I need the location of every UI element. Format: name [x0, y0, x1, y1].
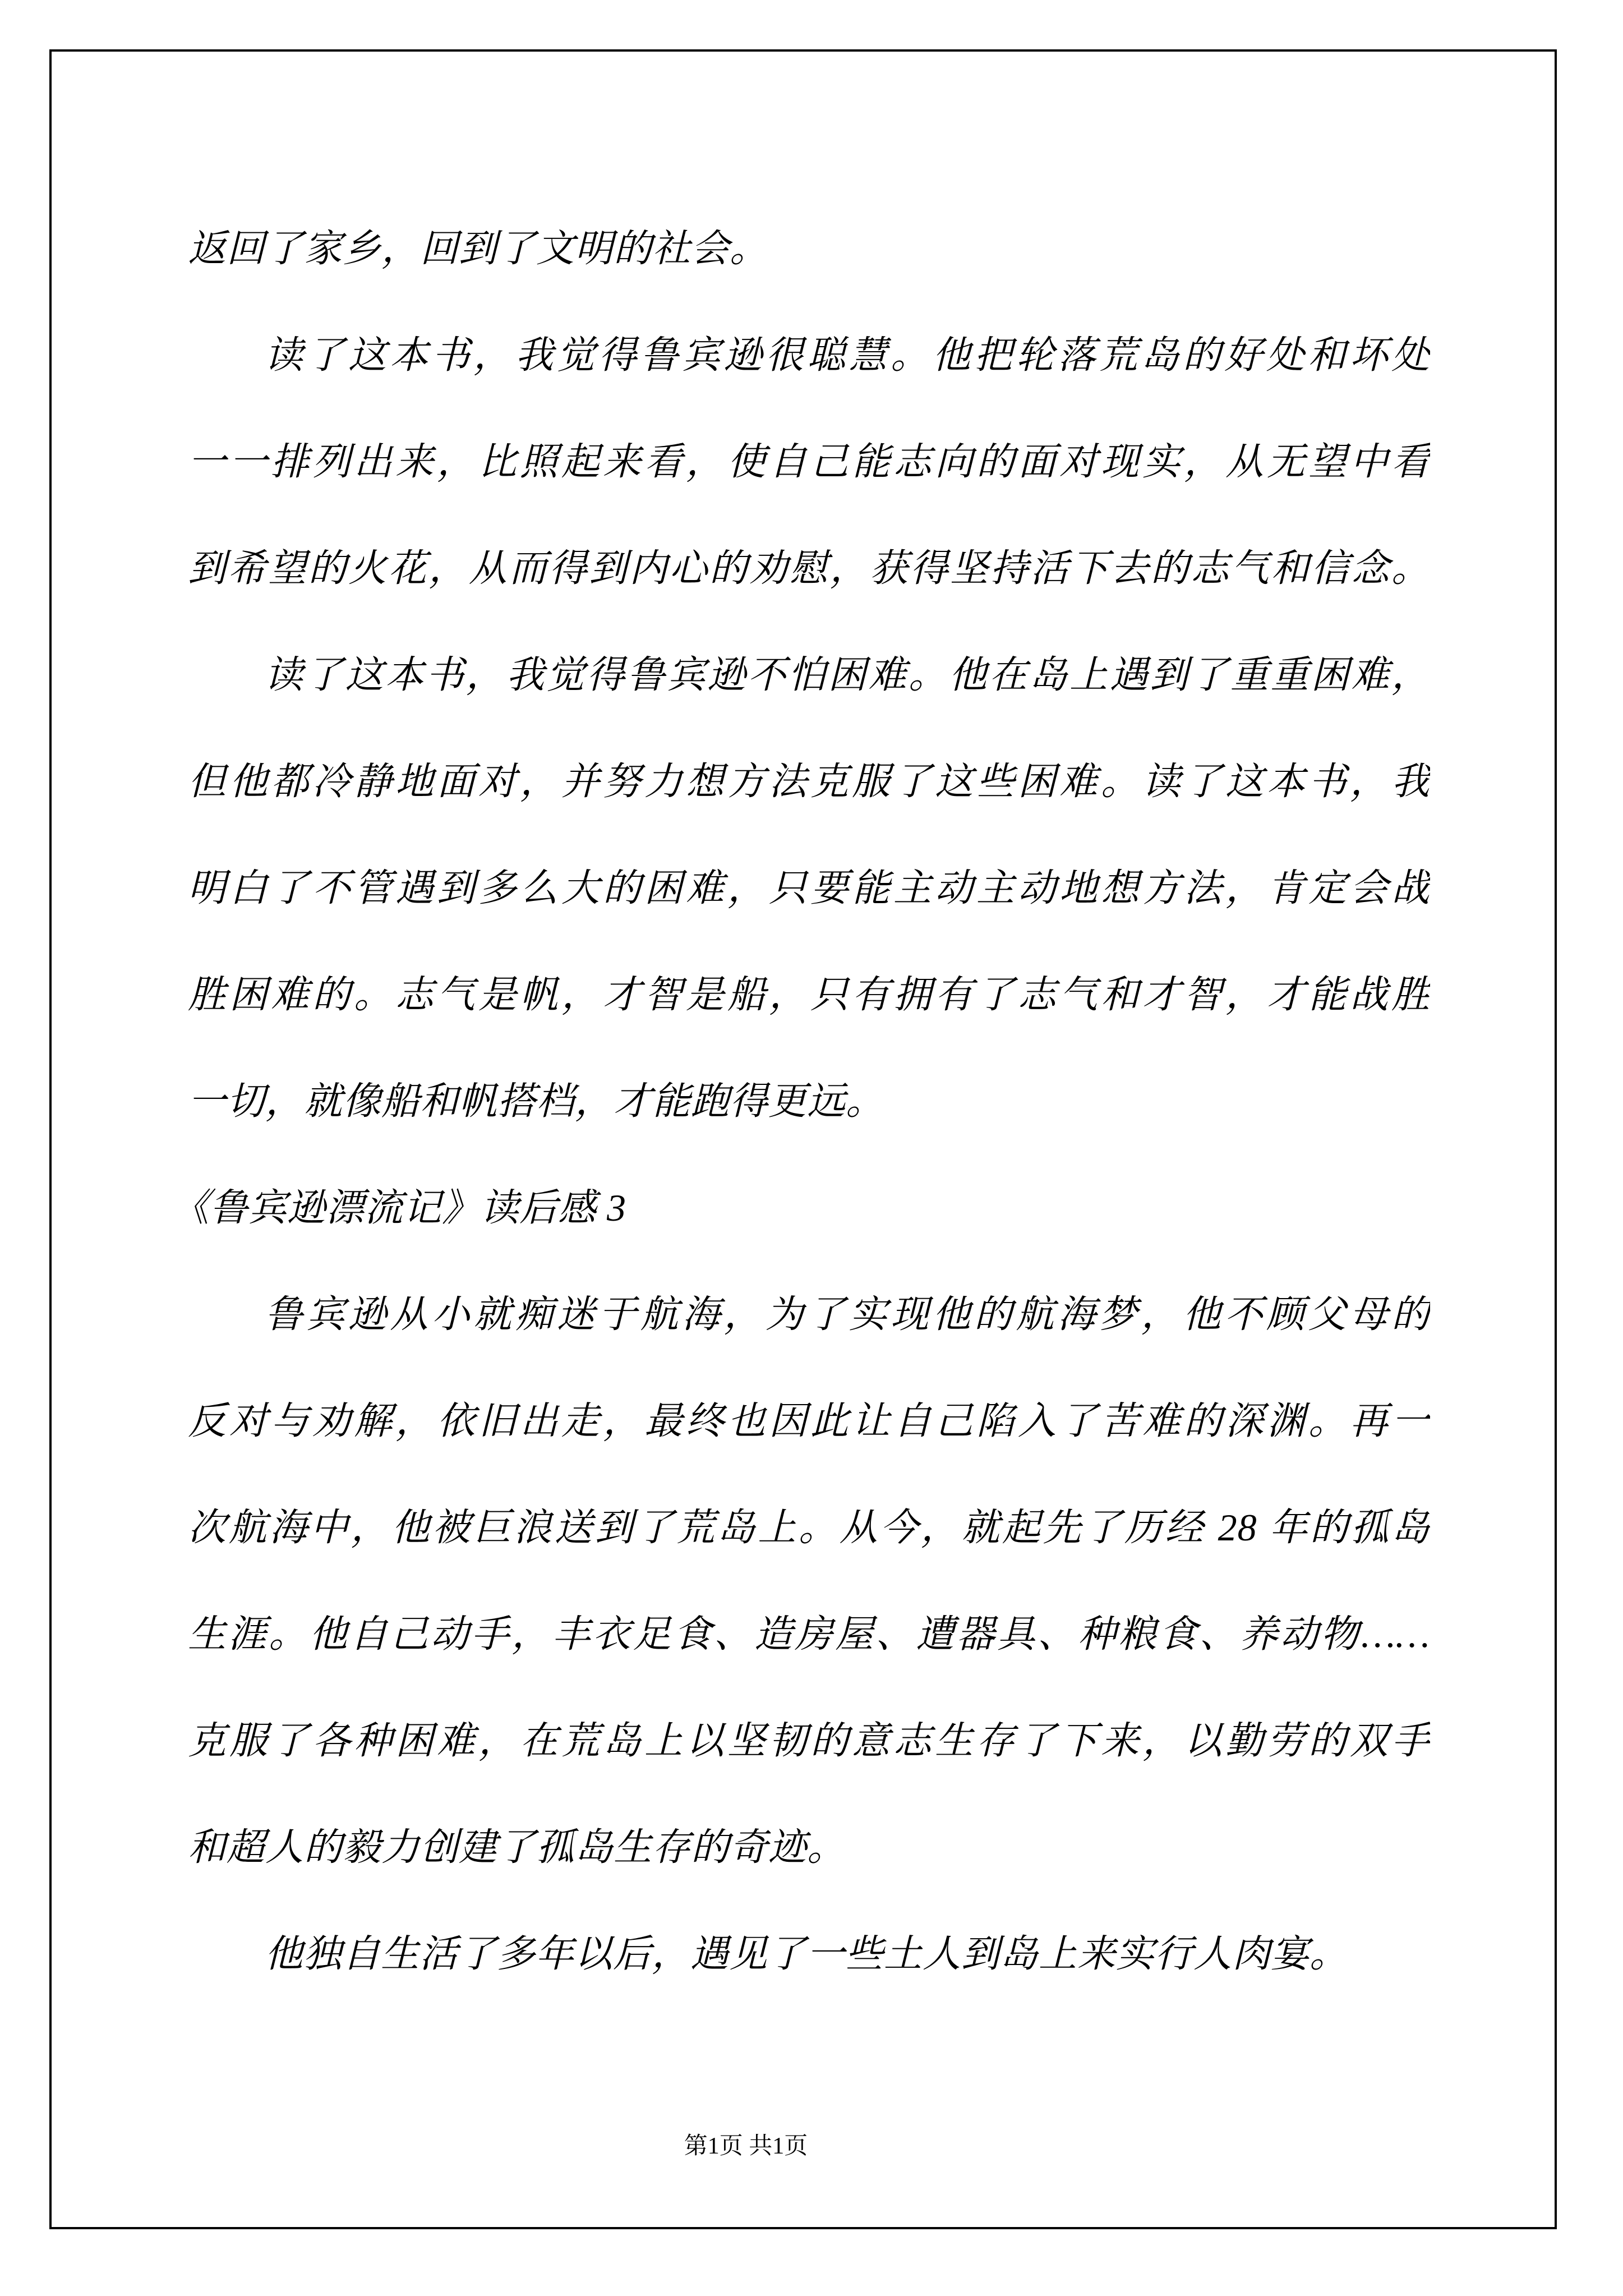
text-line: 返回了家乡，回到了文明的社会。	[188, 227, 769, 270]
text-line: 反对与劝解，依旧出走，最终也因此让自己陷入了苦难的深渊。再一	[188, 1400, 1430, 1442]
text-line: 《鲁宾逊漂流记》读后感 3	[171, 1186, 627, 1229]
text-line: 一一排列出来，比照起来看，使自己能志向的面对现实，从无望中看	[188, 440, 1430, 483]
essay-text-block	[171, 195, 1430, 2007]
text-line: 鲁宾逊从小就痴迷于航海，为了实现他的航海梦，他不顾父母的	[265, 1293, 1430, 1336]
text-line: 胜困难的。志气是帆，才智是船，只有拥有了志气和才智，才能战胜	[188, 973, 1430, 1016]
text-line: 和超人的毅力创建了孤岛生存的奇迹。	[188, 1826, 846, 1869]
page-number-label: 第1页 共1页	[684, 2133, 808, 2159]
text-line: 但他都冷静地面对，并努力想方法克服了这些困难。读了这本书，我	[188, 760, 1430, 803]
text-line: 克服了各种困难，在荒岛上以坚韧的意志生存了下来，以勤劳的双手	[188, 1719, 1430, 1762]
text-line: 生涯。他自己动手，丰衣足食、造房屋、遭器具、种粮食、养动物……	[188, 1613, 1430, 1655]
page-footer	[684, 2129, 808, 2163]
text-line: 一切，就像船和帆搭档，才能跑得更远。	[188, 1080, 885, 1122]
text-line: 他独自生活了多年以后，遇见了一些土人到岛上来实行人肉宴。	[265, 1932, 1349, 1975]
text-line: 次航海中，他被巨浪送到了荒岛上。从今，就起先了历经 28 年的孤岛	[188, 1506, 1430, 1549]
text-line: 读了这本书，我觉得鲁宾逊不怕困难。他在岛上遇到了重重困难，	[265, 654, 1430, 696]
text-line: 读了这本书，我觉得鲁宾逊很聪慧。他把轮落荒岛的好处和坏处	[265, 334, 1430, 376]
text-line: 明白了不管遇到多么大的困难，只要能主动主动地想方法，肯定会战	[188, 867, 1430, 909]
text-line: 到希望的火花，从而得到内心的劝慰，获得坚持活下去的志气和信念。	[188, 547, 1430, 590]
